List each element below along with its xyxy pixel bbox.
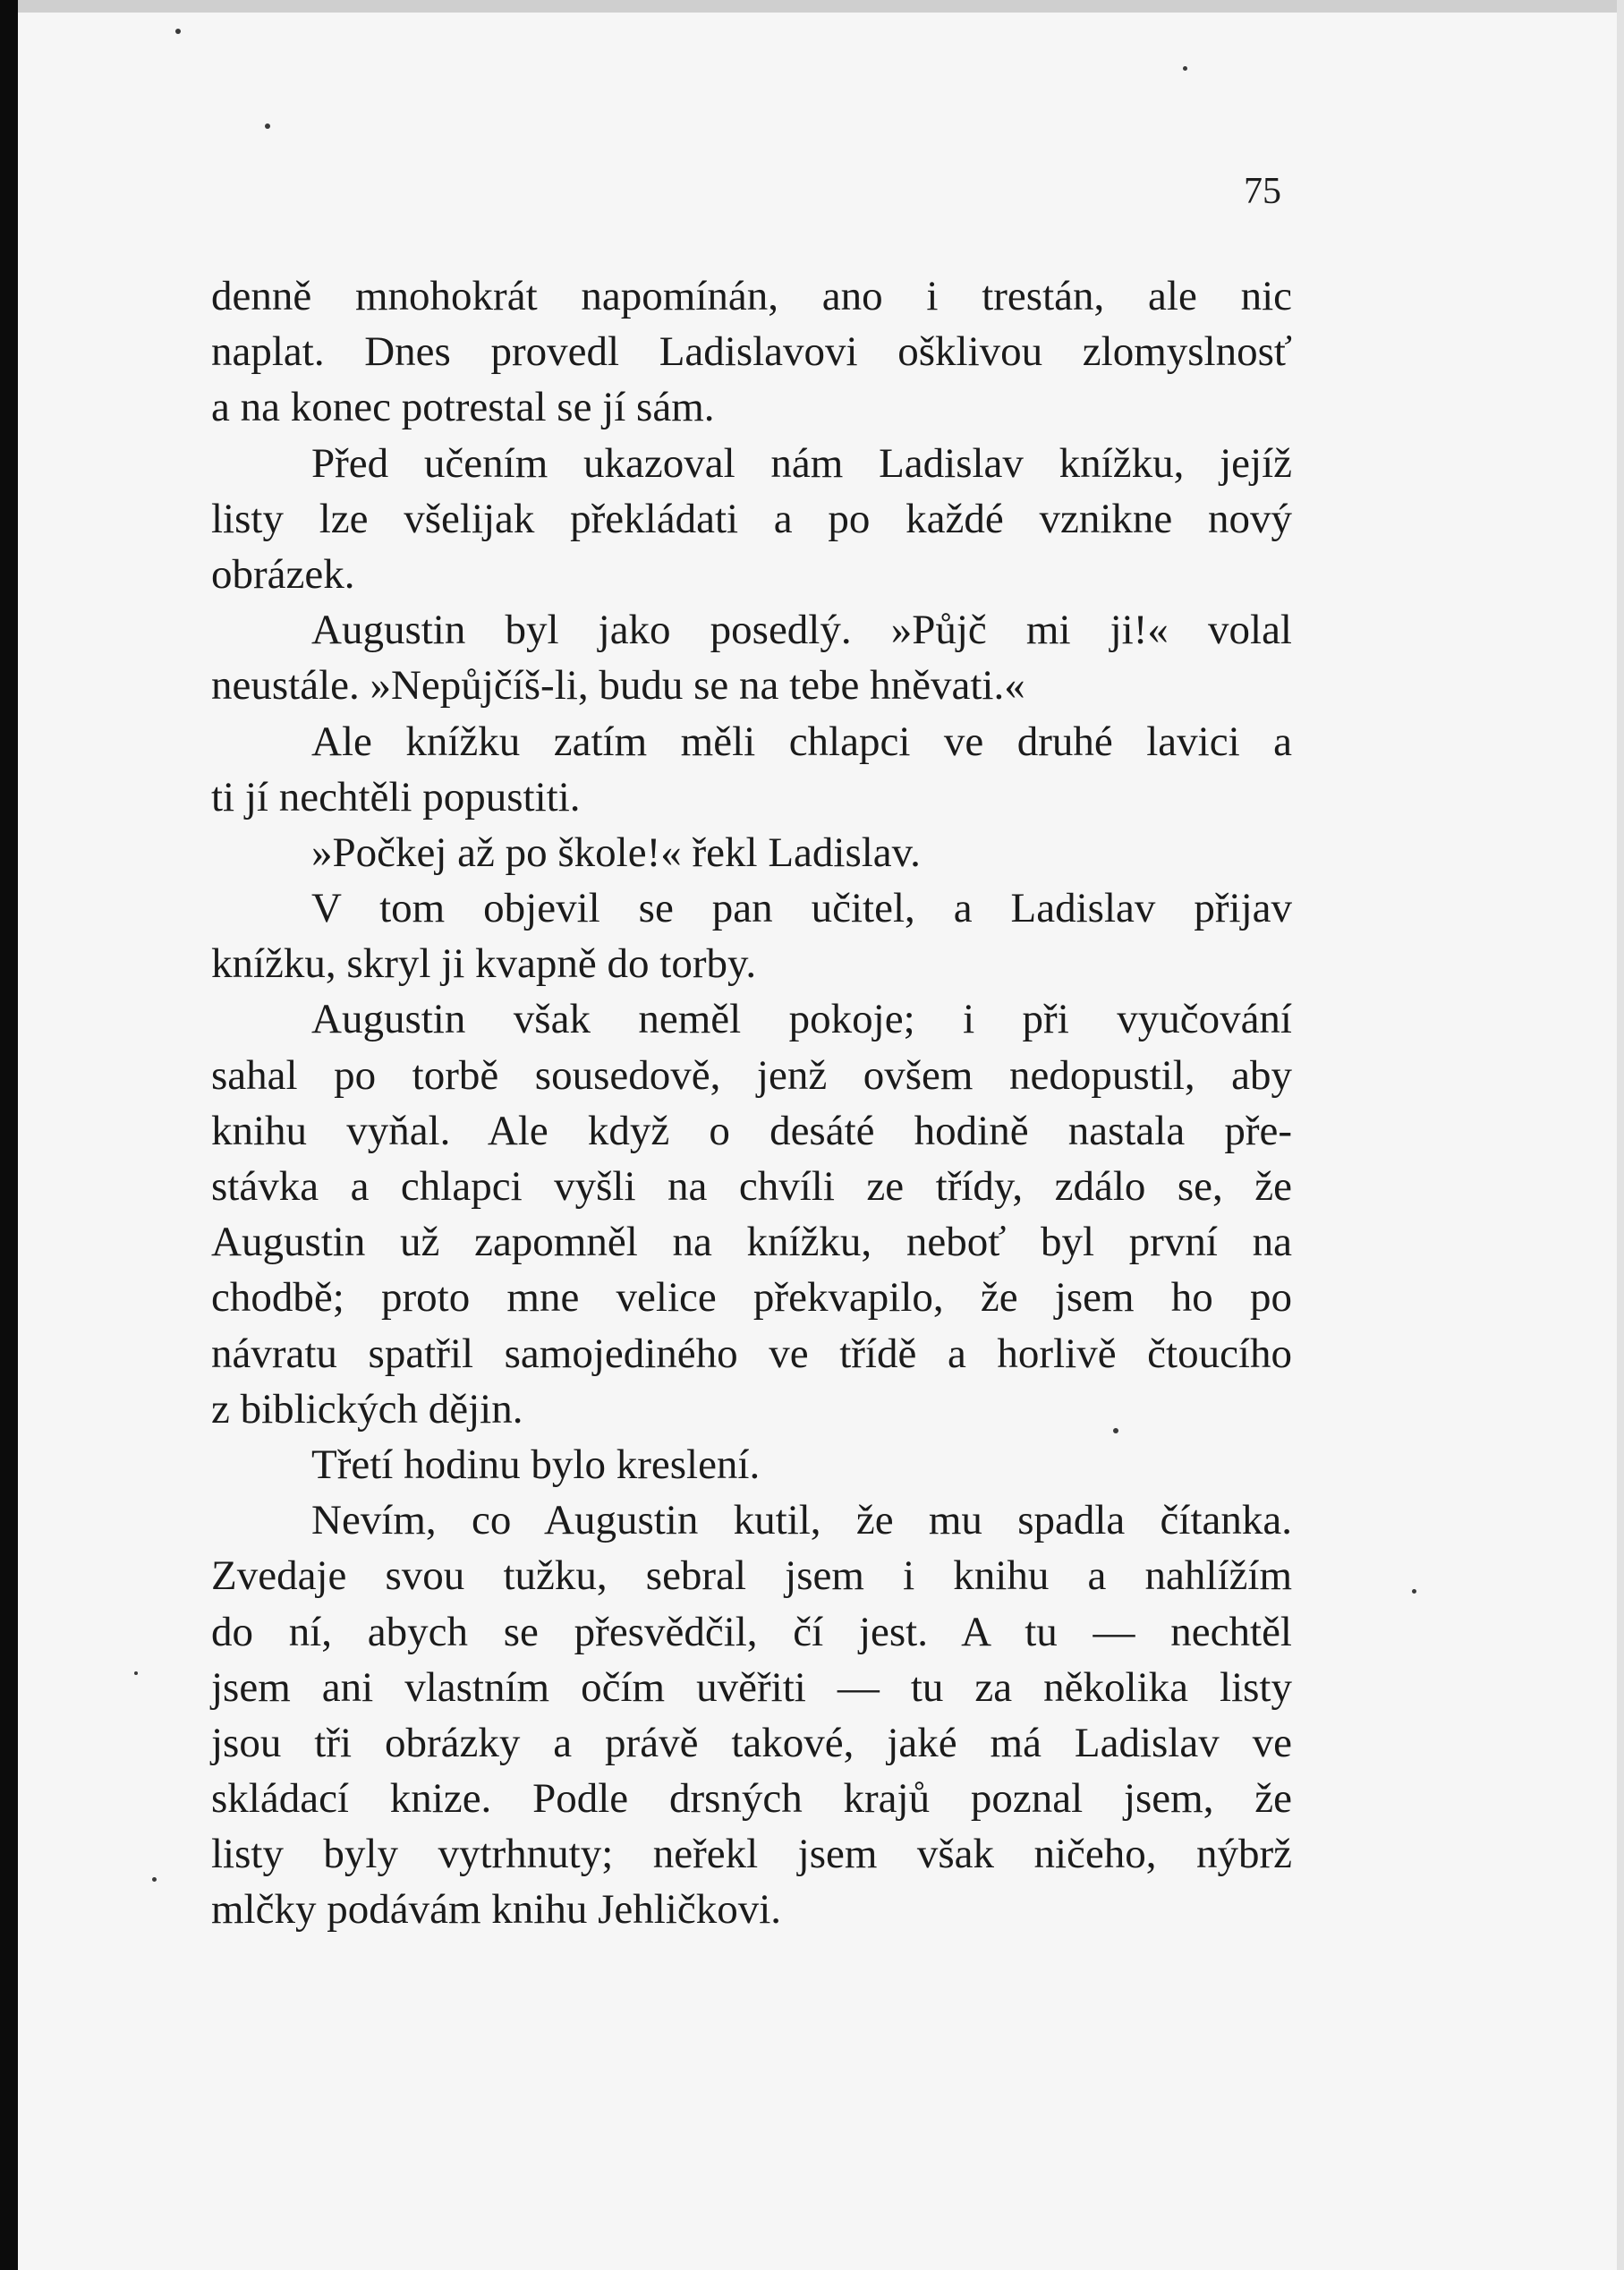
- scan-speck: [265, 123, 270, 129]
- text-line: obrázek.: [211, 550, 355, 598]
- text-line: listy byly vytrhnuty; neřekl jsem však ničeho, nýbrž: [211, 1831, 1292, 1878]
- text-line: jsou tři obrázky a právě takové, jaké má Ladislav ve: [211, 1719, 1292, 1766]
- text-line: skládací knize. Podle drsných krajů poznal jsem, že: [211, 1775, 1292, 1823]
- text-line: stávka a chlapci vyšli na chvíli ze třídy, zdálo se, že: [211, 1163, 1292, 1210]
- text-line: ti jí nechtěli popustiti.: [211, 773, 581, 820]
- text-line: do ní, abych se přesvědčil, čí jest. A tu — nechtěl: [211, 1608, 1292, 1655]
- text-line: z biblických dějin.: [211, 1385, 523, 1433]
- scan-edge-left: [0, 0, 18, 2270]
- text-line: Augustin byl jako posedlý. »Půjč mi ji!« volal: [311, 607, 1292, 654]
- text-line: knihu vyňal. Ale když o desáté hodině nastala pře-: [211, 1107, 1292, 1154]
- text-line: Před učením ukazoval nám Ladislav knížku, jejíž: [311, 439, 1292, 487]
- text-line: naplat. Dnes provedl Ladislavovi ošklivou zlomyslnosť: [211, 328, 1292, 376]
- scan-speck: [1183, 66, 1187, 71]
- text-line: a na konec potrestal se jí sám.: [211, 384, 715, 431]
- scan-speck: [175, 29, 181, 34]
- text-line: knížku, skryl ji kvapně do torby.: [211, 940, 757, 988]
- text-line: Augustin už zapomněl na knížku, neboť byl první na: [211, 1219, 1292, 1266]
- text-line: Nevím, co Augustin kutil, že mu spadla čítanka.: [311, 1497, 1292, 1544]
- text-line: sahal po torbě sousedově, jenž ovšem nedopustil, aby: [211, 1051, 1292, 1099]
- scan-speck: [1412, 1589, 1416, 1594]
- text-line: listy lze všelijak překládati a po každé vznikne nový: [211, 495, 1292, 542]
- text-line: Ale knížku zatím měli chlapci ve druhé lavici a: [311, 718, 1292, 765]
- text-line: neustále. »Nepůjčíš-li, budu se na tebe hněvati.«: [211, 662, 1025, 710]
- scan-edge-right: [1617, 0, 1624, 2270]
- text-line: V tom objevil se pan učitel, a Ladislav přijav: [311, 885, 1292, 932]
- text-line: Zvedaje svou tužku, sebral jsem i knihu a nahlížím: [211, 1552, 1292, 1600]
- scan-speck: [134, 1671, 138, 1675]
- body-text: [211, 268, 1292, 1938]
- text-line: návratu spatřil samojediného ve třídě a horlivě čtoucího: [211, 1330, 1292, 1377]
- text-line: Třetí hodinu bylo kreslení.: [311, 1441, 761, 1488]
- text-line: chodbě; proto mne velice překvapilo, že jsem ho po: [211, 1274, 1292, 1322]
- text-line: mlčky podávám knihu Jehličkovi.: [211, 1886, 782, 1934]
- scan-edge-top: [0, 0, 1624, 13]
- text-line: Augustin však neměl pokoje; i při vyučování: [311, 996, 1292, 1043]
- text-line: »Počkej až po škole!« řekl Ladislav.: [311, 829, 921, 876]
- scan-speck: [152, 1877, 157, 1882]
- page-number: 75: [1244, 171, 1281, 212]
- text-line: jsem ani vlastním očím uvěřiti — tu za několika listy: [211, 1663, 1292, 1711]
- text-line: denně mnohokrát napomínán, ano i trestán, ale nic: [211, 273, 1292, 319]
